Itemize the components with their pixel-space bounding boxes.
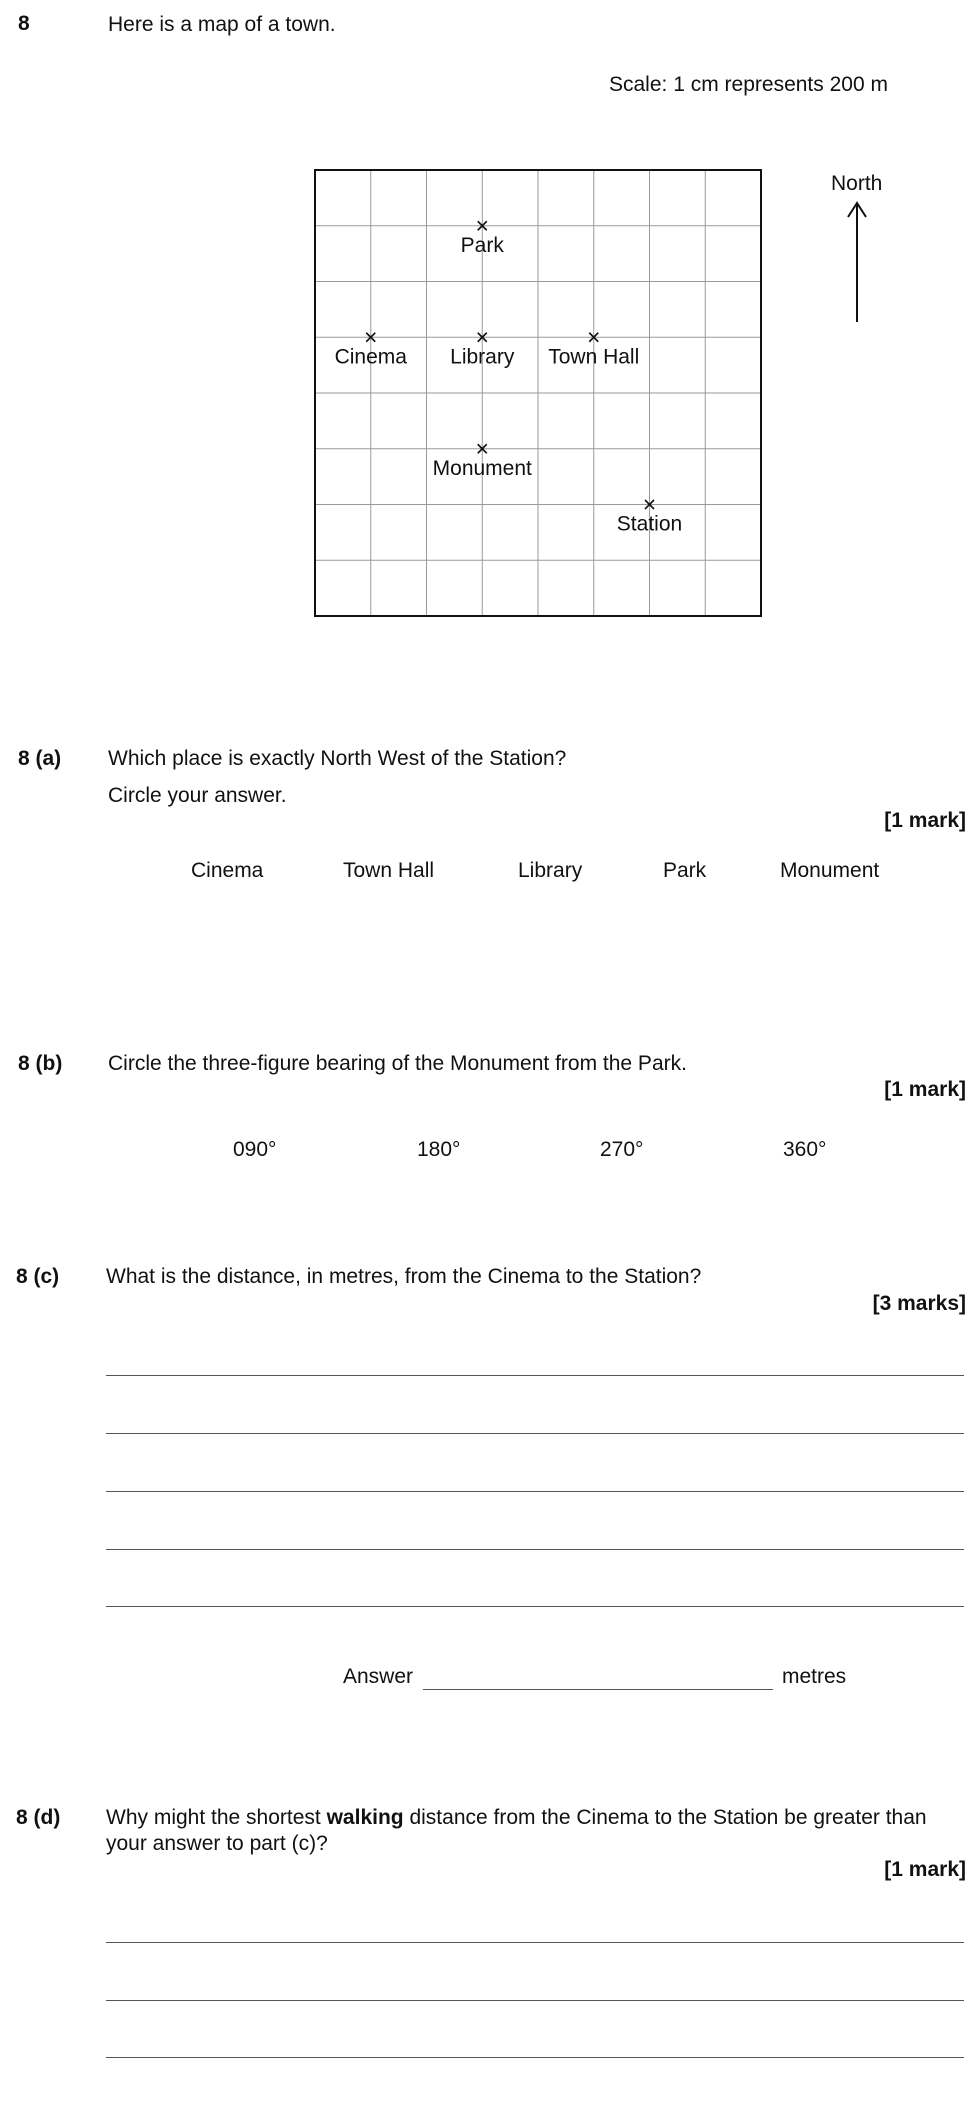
location-library	[450, 333, 515, 369]
location-label: Park	[460, 233, 504, 257]
answer-line[interactable]	[106, 1549, 964, 1550]
part-d-question-pre: Why might the shortest	[106, 1806, 327, 1829]
location-station	[617, 500, 682, 536]
question-intro: Here is a map of a town.	[108, 13, 336, 36]
option-town-hall[interactable]: Town Hall	[343, 859, 435, 882]
question-number: 8	[18, 12, 30, 35]
location-town-hall	[548, 333, 639, 369]
location-label: Monument	[432, 456, 532, 480]
answer-line[interactable]	[106, 1942, 964, 1943]
option-270[interactable]: 270°	[600, 1138, 644, 1161]
part-c-marks: [3 marks]	[872, 1292, 966, 1315]
map-grid	[315, 170, 761, 616]
part-b-question: Circle the three-figure bearing of the Monument from the Park.	[108, 1052, 687, 1075]
part-d-number: 8 (d)	[16, 1806, 61, 1829]
option-090[interactable]: 090°	[233, 1138, 277, 1161]
option-park[interactable]: Park	[663, 859, 707, 882]
location-label: Library	[450, 345, 515, 369]
location-label: Station	[616, 512, 683, 536]
answer-line[interactable]	[106, 1606, 964, 1607]
map-scale: Scale: 1 cm represents 200 m	[609, 73, 888, 96]
answer-line[interactable]	[106, 2057, 964, 2058]
part-d-question-post: distance from the Cinema to the Station be greater than	[403, 1806, 927, 1829]
answer-line[interactable]	[106, 1491, 964, 1492]
answer-label: Answer	[343, 1665, 414, 1688]
part-b-number: 8 (b)	[18, 1052, 63, 1075]
location-park	[461, 221, 505, 257]
part-c-question: What is the distance, in metres, from the Cinema to the Station?	[106, 1265, 702, 1288]
part-a-number: 8 (a)	[18, 747, 62, 770]
location-monument	[433, 444, 532, 480]
part-a-question: Which place is exactly North West of the Station?	[108, 747, 567, 770]
option-360[interactable]: 360°	[783, 1138, 827, 1161]
location-label: Cinema	[334, 345, 407, 369]
location-cinema	[335, 333, 408, 369]
location-label: Town Hall	[548, 345, 640, 369]
part-a-instruction: Circle your answer.	[108, 784, 287, 807]
answer-input-line[interactable]	[423, 1689, 773, 1690]
part-d-marks: [1 mark]	[884, 1858, 966, 1881]
part-a-marks: [1 mark]	[884, 809, 966, 832]
option-180[interactable]: 180°	[417, 1138, 461, 1161]
option-library[interactable]: Library	[518, 859, 583, 882]
part-d-question-line1	[106, 1806, 927, 1830]
part-b-marks: [1 mark]	[884, 1078, 966, 1101]
north-arrow-icon	[846, 200, 868, 324]
option-cinema[interactable]: Cinema	[191, 859, 264, 882]
answer-line[interactable]	[106, 1375, 964, 1376]
answer-line[interactable]	[106, 2000, 964, 2001]
answer-unit: metres	[782, 1665, 847, 1688]
part-d-question-line2: your answer to part (c)?	[106, 1832, 328, 1855]
answer-line[interactable]	[106, 1433, 964, 1434]
town-map	[310, 165, 766, 621]
north-label: North	[831, 172, 883, 195]
option-monument[interactable]: Monument	[780, 859, 880, 882]
part-c-number: 8 (c)	[16, 1265, 60, 1288]
part-d-question-bold: walking	[326, 1806, 404, 1829]
map-locations	[335, 221, 683, 535]
